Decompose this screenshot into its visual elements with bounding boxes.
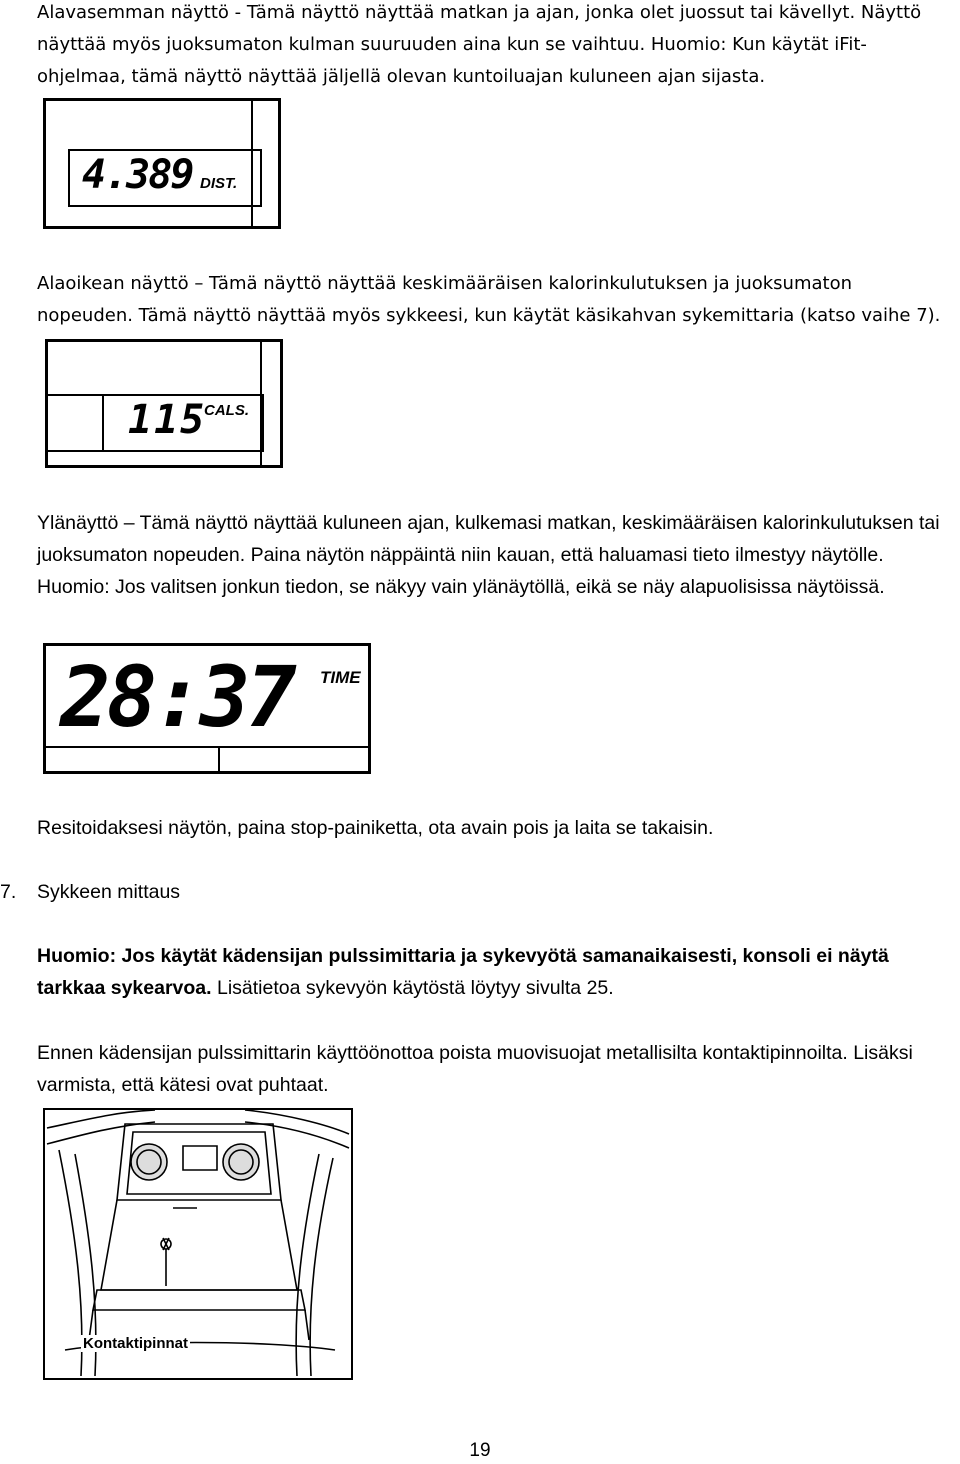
distance-display bbox=[43, 98, 281, 229]
page-number: 19 bbox=[469, 1440, 491, 1461]
paragraph-pulse-sensor: Ennen kädensijan pulssimittarin käyttöönottoa poista muovisuojat metallisilta kontaktipinnoilta. Lisäksi varmista, että kätesi ovat puhtaat. bbox=[37, 1042, 913, 1096]
paragraph-lower-right-display: Alaoikean näyttö – Tämä näyttö näyttää keskimääräisen kalorinkulutuksen ja juoksumaton nopeuden. Tämä näyttö näyttää myös sykkeesi, kun käytät käsikahvan sykemittaria (katso vaihe 7). bbox=[37, 273, 941, 326]
console-illustration bbox=[43, 1108, 353, 1380]
distance-value: 4.389 bbox=[82, 152, 193, 198]
section-title: Sykkeen mittaus bbox=[37, 881, 181, 903]
calories-display-left-divider bbox=[102, 394, 104, 450]
note-bold: Huomio: Jos käytät kädensijan pulssimittaria ja sykevyötä samanaikaisesti, konsoli ei näytä tarkkaa sykearvoa. bbox=[37, 945, 889, 999]
time-value: 28:37 bbox=[60, 648, 293, 746]
illustration-caption: Kontaktipinnat bbox=[83, 1335, 188, 1352]
time-display bbox=[43, 643, 371, 774]
calories-display-side-divider bbox=[260, 342, 262, 465]
paragraph-lower-left-display: Alavasemman näyttö - Tämä näyttö näyttää matkan ja ajan, jonka olet juossut tai kävellyt. Näyttö näyttää myös juoksumaton kulman suuruuden aina kun se vaihtuu. Huomio: Kun käytät iFit-ohjelmaa, tämä näyttö näyttää jäljellä olevan kuntoiluajan kuluneen ajan sijasta. bbox=[37, 2, 922, 87]
time-display-bottom-strip bbox=[46, 746, 368, 748]
time-label: TIME bbox=[320, 668, 361, 687]
distance-display-side-divider bbox=[251, 101, 253, 226]
note-rest: Lisätietoa sykevyön käytöstä löytyy sivulta 25. bbox=[211, 977, 614, 999]
paragraph-reset: Resitoidaksesi näytön, paina stop-painiketta, ota avain pois ja laita se takaisin. bbox=[37, 817, 714, 839]
calories-label: CALS. bbox=[204, 402, 249, 419]
paragraph-note bbox=[37, 940, 942, 1004]
paragraph-top-display: Ylänäyttö – Tämä näyttö näyttää kuluneen ajan, kulkemasi matkan, keskimääräisen kalorinkulutuksen tai juoksumaton nopeuden. Paina näytön näppäintä niin kauan, että haluamasi tieto ilmestyy näytölle. Huomio: Jos valitsen jonkun tiedon, se näkyy vain ylänäytöllä, eikä se näy alapuolisissa näytöissä. bbox=[37, 512, 940, 598]
calories-value: 115 bbox=[128, 397, 207, 443]
section-number: 7. bbox=[0, 881, 17, 903]
time-display-bottom-divider bbox=[218, 746, 220, 771]
calories-display bbox=[45, 339, 283, 468]
distance-label: DIST. bbox=[200, 175, 238, 192]
